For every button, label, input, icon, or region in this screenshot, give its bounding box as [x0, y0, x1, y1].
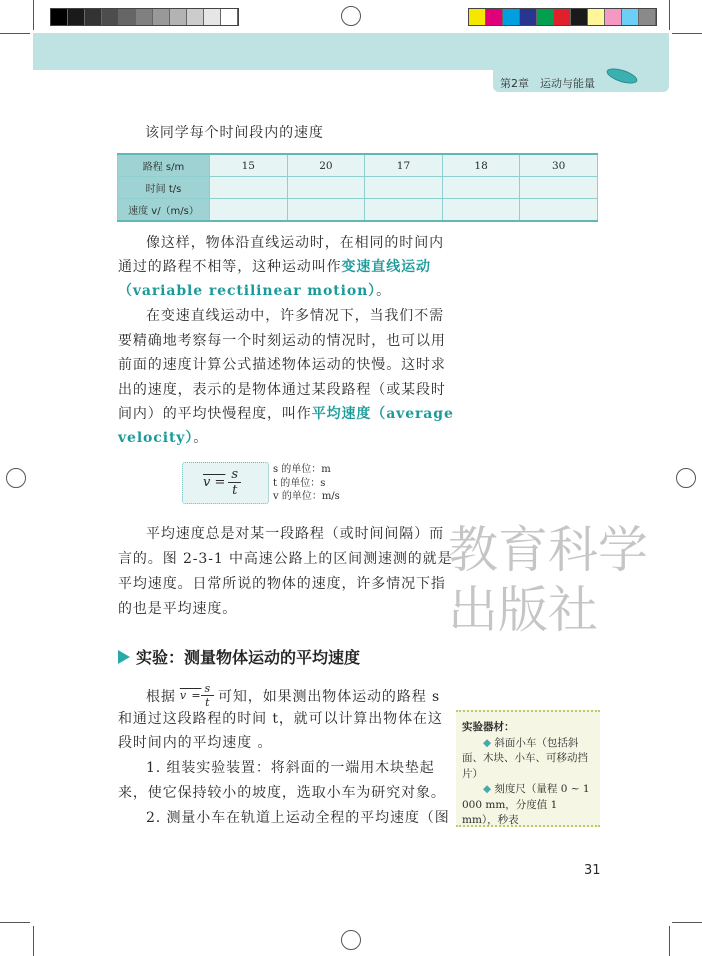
table-cell [287, 177, 365, 199]
text-line [118, 280, 391, 300]
text: 通过的路程不相等，这种运动叫作 [118, 259, 342, 275]
term-highlight: 平均速度（average [311, 406, 454, 422]
text-line: 出的速度，表示的是物体通过某段路程（或某段时 [118, 382, 446, 398]
text-line: 前面的速度计算公式描述物体运动的快慢。这时求 [118, 357, 446, 373]
crop-mark [672, 922, 702, 923]
text-line: 的也是平均速度。 [118, 601, 238, 617]
table-cell [442, 177, 520, 199]
registration-mark [676, 468, 696, 488]
table-row [118, 154, 598, 177]
formula-box [182, 462, 269, 504]
text-line [146, 682, 440, 709]
grayscale-bar [50, 8, 239, 26]
text-line: 来，使它保持较小的坡度，选取小车为研究对象。 [118, 785, 446, 801]
numerator: s [201, 682, 214, 696]
table-cell: 17 [365, 154, 443, 177]
text-line [118, 256, 431, 276]
text-line [118, 403, 454, 423]
text-line: 1. 组装实验装置：将斜面的一端用木块垫起 [146, 760, 435, 776]
unit-note: t 的单位：s [273, 477, 326, 489]
sidebar-item [462, 782, 594, 829]
table-cell [365, 177, 443, 199]
table-row [118, 199, 598, 222]
table-cell [442, 199, 520, 222]
inline-formula [180, 682, 214, 709]
term-highlight: （variable rectilinear motion） [118, 283, 377, 299]
fraction [228, 467, 241, 498]
sidebar-title: 实验器材： [462, 721, 515, 733]
table-cell [287, 199, 365, 222]
crop-mark [669, 926, 670, 956]
table-cell: 20 [287, 154, 365, 177]
table-cell [210, 199, 288, 222]
text-line: 在变速直线运动中，许多情况下，当我们不需 [146, 308, 444, 324]
row-header: 路程 s/m [118, 154, 210, 177]
diamond-icon: ◆ [483, 783, 492, 795]
color-bar [468, 8, 657, 26]
text: 根据 [146, 688, 176, 705]
registration-mark [6, 468, 26, 488]
denominator: t [232, 483, 238, 498]
text-line [118, 427, 208, 447]
row-header: 速度 v/（m/s） [118, 199, 210, 222]
speed-table [117, 153, 598, 222]
unit-note: s 的单位：m [273, 464, 331, 475]
term-highlight: velocity） [118, 430, 194, 446]
table-cell [210, 177, 288, 199]
heading-text: 实验：测量物体运动的平均速度 [136, 648, 361, 667]
chapter-title: 第2章 运动与能量 [500, 77, 595, 90]
diamond-icon: ◆ [483, 736, 492, 749]
item-text: 刻度尺（量程 0 ~ 1 000 mm，分度值 1 mm），秒表 [462, 783, 590, 826]
fraction [201, 682, 214, 709]
sidebar-item [462, 736, 594, 783]
equipment-sidebar [456, 710, 600, 827]
crop-mark [0, 33, 30, 34]
text: 。 [193, 430, 209, 446]
registration-mark [341, 6, 361, 26]
table-caption: 该同学每个时间段内的速度 [145, 125, 324, 141]
text-line: 平均速度。日常所说的物体的速度，许多情况下指 [118, 576, 446, 592]
text-line: 和通过这段路程的时间 t，就可以计算出物体在这 [118, 711, 443, 727]
table-cell [520, 199, 598, 222]
text: 。 [376, 283, 391, 299]
crop-mark [33, 0, 34, 30]
text-line: 平均速度总是对某一段路程（或时间间隔）而 [146, 526, 444, 542]
row-header: 时间 t/s [118, 177, 210, 199]
crop-mark [669, 0, 670, 30]
registration-mark [341, 930, 361, 950]
arrow-icon [118, 650, 130, 664]
text-line: 言的。图 2-3-1 中高速公路上的区间测速测的就是 [118, 551, 453, 567]
table-cell [520, 177, 598, 199]
formula-lhs: v = [179, 689, 202, 702]
text-line: 2. 测量小车在轨道上运动全程的平均速度（图 [146, 810, 450, 826]
table-cell: 18 [442, 154, 520, 177]
text-line: 要精确地考察每一个时刻运动的情况时，也可以用 [118, 333, 446, 349]
text: 间内）的平均快慢程度，叫作 [118, 406, 312, 422]
table-row [118, 177, 598, 199]
denominator: t [205, 696, 211, 709]
table-cell [365, 199, 443, 222]
publisher-watermark: 教育科学出版社 [448, 521, 648, 639]
unit-notes [273, 463, 340, 504]
text-line: 像这样，物体沿直线运动时，在相同的时间内 [146, 235, 444, 251]
item-text: 斜面小车（包括斜面、木块、小车、可移动挡片） [462, 736, 588, 780]
term-highlight: 变速直线运动 [341, 259, 431, 275]
crop-mark [33, 926, 34, 956]
text: 可知，如果测出物体运动的路程 s [218, 688, 441, 705]
page-number: 31 [584, 863, 601, 878]
table-cell: 15 [210, 154, 288, 177]
crop-mark [672, 33, 702, 34]
text-line: 段时间内的平均速度 。 [118, 735, 273, 751]
numerator: s [228, 467, 241, 483]
formula-lhs: v = [203, 475, 226, 490]
section-heading [118, 645, 360, 668]
unit-note: v 的单位：m/s [273, 491, 340, 502]
table-cell: 30 [520, 154, 598, 177]
crop-mark [0, 922, 30, 923]
